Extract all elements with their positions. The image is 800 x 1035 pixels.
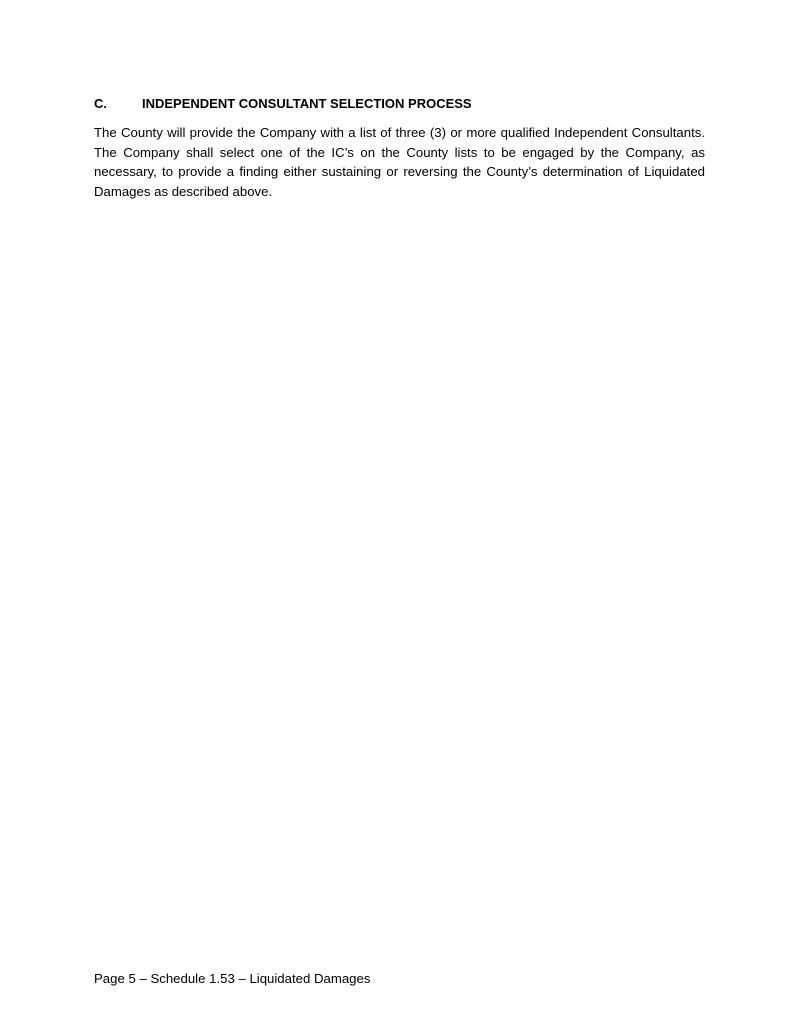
section-letter: C. [94,96,107,111]
section-paragraph: The County will provide the Company with a list of three (3) or more qualified Independent Consultants. The Company shall select one of the IC’s on the County lists to be engaged by the Company, as necessary, to provide a finding either sustaining or reversing the County’s determination of Liquidated Damages as described above. [94,125,705,199]
section-heading [94,96,714,112]
section-title: INDEPENDENT CONSULTANT SELECTION PROCESS [142,96,472,111]
page-footer: Page 5 – Schedule 1.53 – Liquidated Damages [94,971,371,986]
